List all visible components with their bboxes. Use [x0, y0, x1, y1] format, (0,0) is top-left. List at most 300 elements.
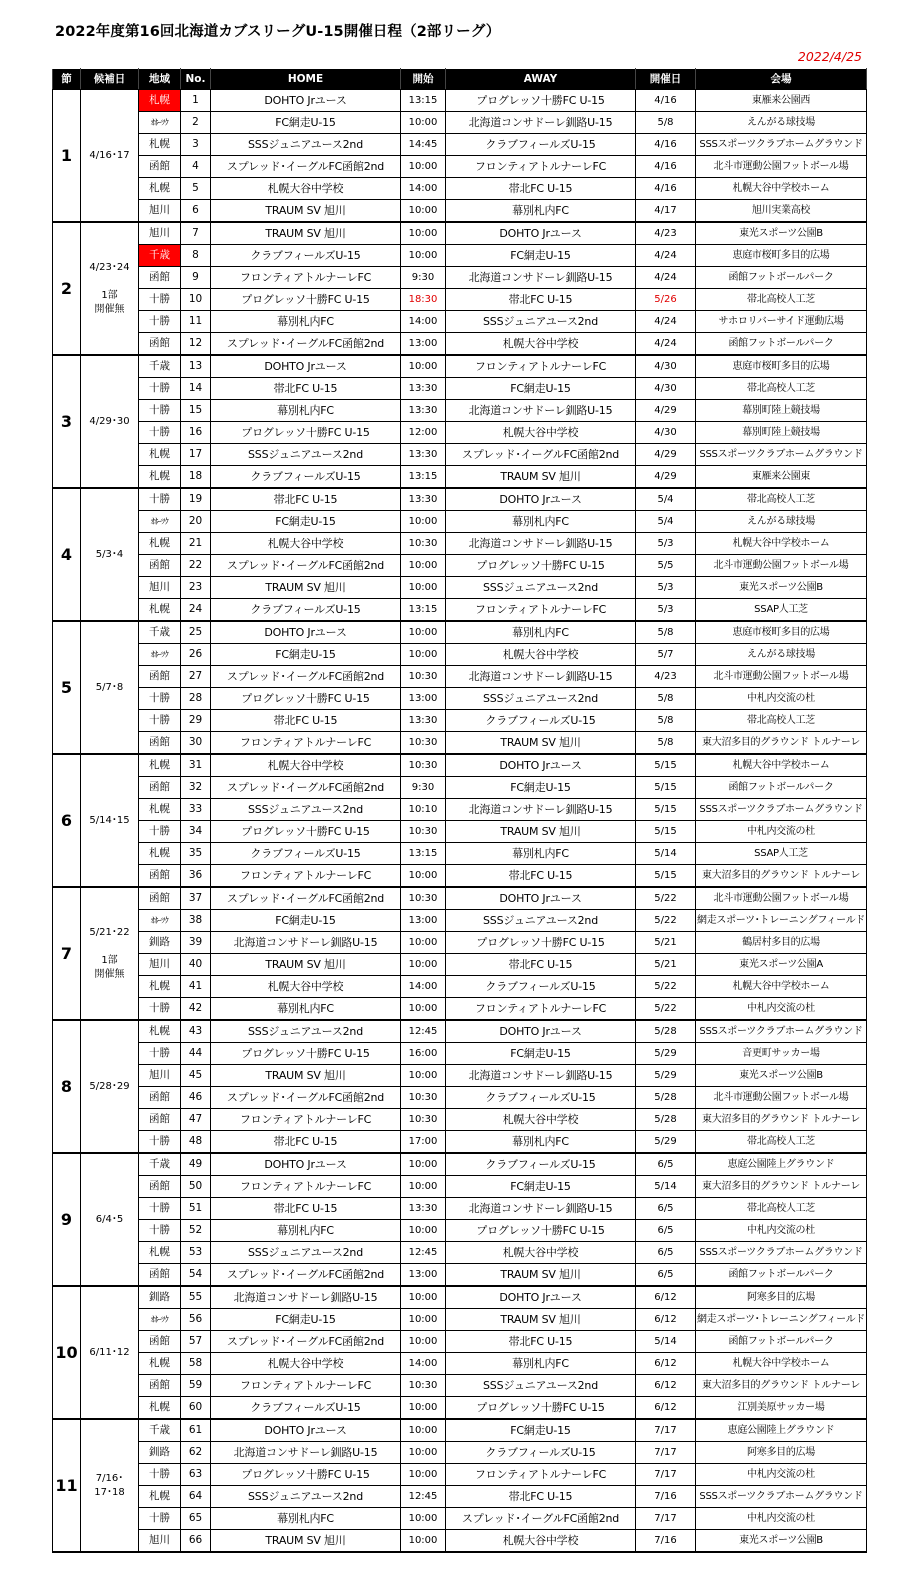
- match-number: 20: [181, 511, 211, 533]
- match-row: [53, 910, 867, 932]
- kickoff-time: 17:00: [401, 1131, 446, 1154]
- venue: 幕別町陸上競技場: [696, 400, 867, 422]
- region-cell: 函館: [139, 777, 181, 799]
- kickoff-time: 10:30: [401, 887, 446, 910]
- away-team: SSSジュニアユース2nd: [446, 577, 636, 599]
- home-team: 札幌大谷中学校: [211, 178, 401, 200]
- match-date: 6/5: [636, 1264, 696, 1287]
- match-date: 5/7: [636, 644, 696, 666]
- region-cell: 札幌: [139, 799, 181, 821]
- away-team: フロンティアトルナーレFC: [446, 156, 636, 178]
- region-cell: 十勝: [139, 1198, 181, 1220]
- match-number: 26: [181, 644, 211, 666]
- match-date: 5/4: [636, 511, 696, 533]
- match-date: 6/12: [636, 1375, 696, 1397]
- venue: SSSスポーツクラブホームグラウンド: [696, 134, 867, 156]
- match-row: [53, 1153, 867, 1176]
- header-home: HOME: [211, 69, 401, 90]
- home-team: SSSジュニアユース2nd: [211, 1486, 401, 1508]
- home-team: フロンティアトルナーレFC: [211, 1375, 401, 1397]
- match-number: 49: [181, 1153, 211, 1176]
- away-team: 幕別札内FC: [446, 843, 636, 865]
- venue: SSSスポーツクラブホームグラウンド: [696, 444, 867, 466]
- match-number: 58: [181, 1353, 211, 1375]
- match-row: [53, 1486, 867, 1508]
- kickoff-time: 10:00: [401, 954, 446, 976]
- region-cell: 十勝: [139, 821, 181, 843]
- venue: 中札内交流の杜: [696, 1220, 867, 1242]
- match-date: 7/17: [636, 1442, 696, 1464]
- round-number: 5: [53, 621, 81, 754]
- away-team: フロンティアトルナーレFC: [446, 998, 636, 1021]
- home-team: プログレッソ十勝FC U-15: [211, 422, 401, 444]
- home-team: スプレッド･イーグルFC函館2nd: [211, 333, 401, 356]
- match-row: [53, 887, 867, 910]
- match-date: 7/17: [636, 1419, 696, 1442]
- region-cell: 函館: [139, 1087, 181, 1109]
- region-cell: 旭川: [139, 954, 181, 976]
- home-team: 帯北FC U-15: [211, 710, 401, 732]
- away-team: 札幌大谷中学校: [446, 333, 636, 356]
- match-row: [53, 688, 867, 710]
- away-team: DOHTO Jrユース: [446, 488, 636, 511]
- venue: 札幌大谷中学校ホーム: [696, 533, 867, 555]
- match-number: 29: [181, 710, 211, 732]
- home-team: クラブフィールズU-15: [211, 245, 401, 267]
- kickoff-time: 13:00: [401, 688, 446, 710]
- region-cell: 函館: [139, 887, 181, 910]
- match-date: 5/14: [636, 843, 696, 865]
- match-date: 5/15: [636, 821, 696, 843]
- match-number: 5: [181, 178, 211, 200]
- home-team: 北海道コンサドーレ釧路U-15: [211, 932, 401, 954]
- venue: 東雁来公園西: [696, 90, 867, 112]
- away-team: TRAUM SV 旭川: [446, 466, 636, 489]
- away-team: TRAUM SV 旭川: [446, 732, 636, 755]
- match-row: [53, 400, 867, 422]
- venue: 東大沼多目的グラウンド トルナーレ: [696, 732, 867, 755]
- match-row: [53, 1198, 867, 1220]
- match-date: 4/24: [636, 333, 696, 356]
- match-number: 28: [181, 688, 211, 710]
- match-row: [53, 932, 867, 954]
- match-number: 44: [181, 1043, 211, 1065]
- candidate-dates: 5/21･22 1部 開催無: [81, 887, 139, 1020]
- away-team: クラブフィールズU-15: [446, 1153, 636, 1176]
- home-team: 札幌大谷中学校: [211, 754, 401, 777]
- match-number: 42: [181, 998, 211, 1021]
- match-date: 4/30: [636, 422, 696, 444]
- match-row: [53, 422, 867, 444]
- home-team: TRAUM SV 旭川: [211, 577, 401, 599]
- match-number: 3: [181, 134, 211, 156]
- home-team: フロンティアトルナーレFC: [211, 267, 401, 289]
- round-number: 6: [53, 754, 81, 887]
- away-team: 北海道コンサドーレ釧路U-15: [446, 666, 636, 688]
- match-row: [53, 555, 867, 577]
- match-date: 6/5: [636, 1220, 696, 1242]
- region-cell: 十勝: [139, 311, 181, 333]
- away-team: 札幌大谷中学校: [446, 1530, 636, 1553]
- match-number: 17: [181, 444, 211, 466]
- kickoff-time: 10:00: [401, 156, 446, 178]
- home-team: DOHTO Jrユース: [211, 621, 401, 644]
- match-date: 4/24: [636, 245, 696, 267]
- header-kouho: 候補日: [81, 69, 139, 90]
- kickoff-time: 10:30: [401, 821, 446, 843]
- region-cell: 札幌: [139, 178, 181, 200]
- match-row: [53, 954, 867, 976]
- match-row: [53, 289, 867, 311]
- match-number: 36: [181, 865, 211, 888]
- match-row: [53, 267, 867, 289]
- home-team: 帯北FC U-15: [211, 378, 401, 400]
- match-number: 10: [181, 289, 211, 311]
- match-number: 40: [181, 954, 211, 976]
- match-row: [53, 222, 867, 245]
- match-number: 16: [181, 422, 211, 444]
- candidate-dates: 5/3･4: [81, 488, 139, 621]
- home-team: DOHTO Jrユース: [211, 1419, 401, 1442]
- match-date: 5/29: [636, 1065, 696, 1087]
- home-team: 札幌大谷中学校: [211, 533, 401, 555]
- home-team: SSSジュニアユース2nd: [211, 799, 401, 821]
- region-cell: 十勝: [139, 998, 181, 1021]
- kickoff-time: 10:00: [401, 355, 446, 378]
- away-team: 北海道コンサドーレ釧路U-15: [446, 533, 636, 555]
- venue: 東光スポーツ公園B: [696, 1530, 867, 1553]
- kickoff-time: 10:00: [401, 1442, 446, 1464]
- away-team: 帯北FC U-15: [446, 865, 636, 888]
- venue: 中札内交流の杜: [696, 688, 867, 710]
- match-date: 5/14: [636, 1331, 696, 1353]
- home-team: FC網走U-15: [211, 112, 401, 134]
- match-row: [53, 1442, 867, 1464]
- round-number: 10: [53, 1286, 81, 1419]
- region-cell: 旭川: [139, 200, 181, 223]
- home-team: 札幌大谷中学校: [211, 1353, 401, 1375]
- venue: えんがる球技場: [696, 511, 867, 533]
- home-team: プログレッソ十勝FC U-15: [211, 289, 401, 311]
- match-number: 53: [181, 1242, 211, 1264]
- home-team: フロンティアトルナーレFC: [211, 865, 401, 888]
- away-team: フロンティアトルナーレFC: [446, 1464, 636, 1486]
- match-row: [53, 1176, 867, 1198]
- region-cell: ｵﾎｰﾂｸ: [139, 1309, 181, 1331]
- home-team: プログレッソ十勝FC U-15: [211, 688, 401, 710]
- away-team: プログレッソ十勝FC U-15: [446, 90, 636, 112]
- away-team: TRAUM SV 旭川: [446, 1309, 636, 1331]
- venue: 東光スポーツ公園B: [696, 222, 867, 245]
- match-date: 6/12: [636, 1397, 696, 1420]
- venue: えんがる球技場: [696, 112, 867, 134]
- match-date: 5/3: [636, 533, 696, 555]
- match-number: 38: [181, 910, 211, 932]
- venue: 旭川実業高校: [696, 200, 867, 223]
- region-cell: 十勝: [139, 1131, 181, 1154]
- match-row: [53, 976, 867, 998]
- region-cell: 釧路: [139, 932, 181, 954]
- schedule-table: [52, 68, 867, 1553]
- home-team: SSSジュニアユース2nd: [211, 1242, 401, 1264]
- round-number: 7: [53, 887, 81, 1020]
- region-cell: 函館: [139, 1375, 181, 1397]
- region-cell: 札幌: [139, 134, 181, 156]
- venue: 函館フットボールパーク: [696, 1264, 867, 1287]
- region-cell: 札幌: [139, 1486, 181, 1508]
- home-team: 幕別札内FC: [211, 311, 401, 333]
- region-cell: 十勝: [139, 400, 181, 422]
- kickoff-time: 13:30: [401, 400, 446, 422]
- match-number: 7: [181, 222, 211, 245]
- region-cell: 十勝: [139, 688, 181, 710]
- match-date: 5/15: [636, 777, 696, 799]
- away-team: DOHTO Jrユース: [446, 1020, 636, 1043]
- page-title: 2022年度第16回北海道カブスリーグU-15開催日程（2部リーグ）: [55, 24, 501, 40]
- home-team: スプレッド･イーグルFC函館2nd: [211, 1331, 401, 1353]
- venue: 恵庭市桜町多目的広場: [696, 355, 867, 378]
- venue: 網走スポーツ･トレーニングフィールド: [696, 910, 867, 932]
- venue: 帯北高校人工芝: [696, 289, 867, 311]
- match-number: 54: [181, 1264, 211, 1287]
- match-number: 39: [181, 932, 211, 954]
- match-date: 4/23: [636, 666, 696, 688]
- match-number: 59: [181, 1375, 211, 1397]
- match-row: [53, 488, 867, 511]
- kickoff-time: 13:15: [401, 466, 446, 489]
- venue: 中札内交流の杜: [696, 998, 867, 1021]
- kickoff-time: 10:00: [401, 112, 446, 134]
- venue: 帯北高校人工芝: [696, 488, 867, 511]
- match-number: 62: [181, 1442, 211, 1464]
- kickoff-time: 10:00: [401, 1530, 446, 1553]
- kickoff-time: 10:30: [401, 1109, 446, 1131]
- match-date: 5/3: [636, 577, 696, 599]
- venue: 中札内交流の杜: [696, 1464, 867, 1486]
- venue: 恵庭市桜町多目的広場: [696, 245, 867, 267]
- match-date: 6/5: [636, 1198, 696, 1220]
- match-number: 35: [181, 843, 211, 865]
- away-team: 北海道コンサドーレ釧路U-15: [446, 1198, 636, 1220]
- region-cell: 札幌: [139, 976, 181, 998]
- kickoff-time: 10:10: [401, 799, 446, 821]
- home-team: DOHTO Jrユース: [211, 90, 401, 112]
- kickoff-time: 13:30: [401, 1198, 446, 1220]
- away-team: SSSジュニアユース2nd: [446, 1375, 636, 1397]
- match-date: 5/8: [636, 621, 696, 644]
- kickoff-time: 13:00: [401, 910, 446, 932]
- match-date: 4/30: [636, 378, 696, 400]
- home-team: プログレッソ十勝FC U-15: [211, 1464, 401, 1486]
- region-cell: 函館: [139, 1331, 181, 1353]
- match-date: 4/16: [636, 156, 696, 178]
- match-row: [53, 754, 867, 777]
- match-row: [53, 1309, 867, 1331]
- region-cell: 札幌: [139, 533, 181, 555]
- kickoff-time: 14:00: [401, 976, 446, 998]
- venue: 中札内交流の杜: [696, 1508, 867, 1530]
- venue: 北斗市運動公園フットボール場: [696, 887, 867, 910]
- home-team: 幕別札内FC: [211, 1220, 401, 1242]
- match-number: 24: [181, 599, 211, 622]
- match-date: 5/8: [636, 688, 696, 710]
- match-date: 5/28: [636, 1020, 696, 1043]
- match-number: 41: [181, 976, 211, 998]
- away-team: DOHTO Jrユース: [446, 222, 636, 245]
- match-number: 66: [181, 1530, 211, 1553]
- away-team: 札幌大谷中学校: [446, 644, 636, 666]
- region-cell: 函館: [139, 1176, 181, 1198]
- kickoff-time: 10:00: [401, 200, 446, 223]
- away-team: クラブフィールズU-15: [446, 1442, 636, 1464]
- away-team: 幕別札内FC: [446, 200, 636, 223]
- away-team: プログレッソ十勝FC U-15: [446, 1397, 636, 1420]
- venue: 東大沼多目的グラウンド トルナーレ: [696, 1375, 867, 1397]
- candidate-dates: 7/16･ 17･18: [81, 1419, 139, 1552]
- region-cell: 旭川: [139, 577, 181, 599]
- region-cell: 函館: [139, 555, 181, 577]
- match-date: 5/29: [636, 1043, 696, 1065]
- away-team: 札幌大谷中学校: [446, 1109, 636, 1131]
- home-team: 北海道コンサドーレ釧路U-15: [211, 1286, 401, 1309]
- match-number: 25: [181, 621, 211, 644]
- away-team: プログレッソ十勝FC U-15: [446, 1220, 636, 1242]
- kickoff-time: 14:00: [401, 311, 446, 333]
- venue: 札幌大谷中学校ホーム: [696, 754, 867, 777]
- kickoff-time: 13:00: [401, 333, 446, 356]
- region-cell: 函館: [139, 156, 181, 178]
- venue: 北斗市運動公園フットボール場: [696, 1087, 867, 1109]
- match-row: [53, 156, 867, 178]
- match-number: 22: [181, 555, 211, 577]
- venue: 東大沼多目的グラウンド トルナーレ: [696, 1176, 867, 1198]
- kickoff-time: 10:30: [401, 732, 446, 755]
- venue: 鶴居村多目的広場: [696, 932, 867, 954]
- match-number: 11: [181, 311, 211, 333]
- updated-date: 2022/4/25: [797, 49, 862, 64]
- kickoff-time: 18:30: [401, 289, 446, 311]
- away-team: フロンティアトルナーレFC: [446, 355, 636, 378]
- match-date: 7/17: [636, 1508, 696, 1530]
- match-row: [53, 311, 867, 333]
- match-number: 46: [181, 1087, 211, 1109]
- home-team: FC網走U-15: [211, 1309, 401, 1331]
- match-date: 4/16: [636, 178, 696, 200]
- match-date: 6/5: [636, 1153, 696, 1176]
- kickoff-time: 9:30: [401, 777, 446, 799]
- region-cell: 旭川: [139, 222, 181, 245]
- away-team: 北海道コンサドーレ釧路U-15: [446, 267, 636, 289]
- match-date: 5/8: [636, 710, 696, 732]
- round-number: 3: [53, 355, 81, 488]
- match-number: 2: [181, 112, 211, 134]
- match-date: 4/24: [636, 267, 696, 289]
- away-team: DOHTO Jrユース: [446, 1286, 636, 1309]
- venue: 東光スポーツ公園B: [696, 577, 867, 599]
- match-number: 13: [181, 355, 211, 378]
- match-number: 15: [181, 400, 211, 422]
- match-number: 6: [181, 200, 211, 223]
- match-number: 4: [181, 156, 211, 178]
- venue: SSSスポーツクラブホームグラウンド: [696, 1020, 867, 1043]
- match-date: 5/8: [636, 112, 696, 134]
- home-team: クラブフィールズU-15: [211, 466, 401, 489]
- match-number: 61: [181, 1419, 211, 1442]
- region-cell: 十勝: [139, 1508, 181, 1530]
- kickoff-time: 10:00: [401, 1220, 446, 1242]
- match-number: 30: [181, 732, 211, 755]
- kickoff-time: 10:00: [401, 1065, 446, 1087]
- venue: 中札内交流の杜: [696, 821, 867, 843]
- away-team: 幕別札内FC: [446, 511, 636, 533]
- away-team: 北海道コンサドーレ釧路U-15: [446, 799, 636, 821]
- away-team: 札幌大谷中学校: [446, 422, 636, 444]
- region-cell: 十勝: [139, 1464, 181, 1486]
- header-row: [53, 69, 867, 90]
- region-cell: 函館: [139, 333, 181, 356]
- match-date: 5/22: [636, 976, 696, 998]
- match-date: 5/8: [636, 732, 696, 755]
- home-team: 帯北FC U-15: [211, 488, 401, 511]
- venue: SSSスポーツクラブホームグラウンド: [696, 1486, 867, 1508]
- kickoff-time: 10:00: [401, 1331, 446, 1353]
- venue: 恵庭市桜町多目的広場: [696, 621, 867, 644]
- region-cell: 千歳: [139, 1153, 181, 1176]
- venue: 函館フットボールパーク: [696, 777, 867, 799]
- venue: サホロリバーサイド運動広場: [696, 311, 867, 333]
- home-team: FC網走U-15: [211, 511, 401, 533]
- home-team: 帯北FC U-15: [211, 1131, 401, 1154]
- venue: 函館フットボールパーク: [696, 267, 867, 289]
- venue: 阿寒多目的広場: [696, 1286, 867, 1309]
- kickoff-time: 10:00: [401, 1309, 446, 1331]
- venue: 函館フットボールパーク: [696, 1331, 867, 1353]
- round-number: 4: [53, 488, 81, 621]
- away-team: 北海道コンサドーレ釧路U-15: [446, 400, 636, 422]
- kickoff-time: 10:00: [401, 1176, 446, 1198]
- region-cell: 札幌: [139, 466, 181, 489]
- kickoff-time: 13:30: [401, 488, 446, 511]
- venue: えんがる球技場: [696, 644, 867, 666]
- kickoff-time: 10:30: [401, 1087, 446, 1109]
- match-row: [53, 134, 867, 156]
- home-team: スプレッド･イーグルFC函館2nd: [211, 887, 401, 910]
- kickoff-time: 10:00: [401, 998, 446, 1021]
- match-date: 4/30: [636, 355, 696, 378]
- away-team: クラブフィールズU-15: [446, 710, 636, 732]
- venue: SSSスポーツクラブホームグラウンド: [696, 1242, 867, 1264]
- home-team: TRAUM SV 旭川: [211, 1065, 401, 1087]
- match-row: [53, 1087, 867, 1109]
- home-team: DOHTO Jrユース: [211, 1153, 401, 1176]
- header-region: 地域: [139, 69, 181, 90]
- header-date: 開催日: [636, 69, 696, 90]
- match-row: [53, 1331, 867, 1353]
- region-cell: 札幌: [139, 1397, 181, 1420]
- kickoff-time: 10:00: [401, 1286, 446, 1309]
- home-team: 帯北FC U-15: [211, 1198, 401, 1220]
- match-row: [53, 710, 867, 732]
- match-date: 4/16: [636, 134, 696, 156]
- away-team: スプレッド･イーグルFC函館2nd: [446, 444, 636, 466]
- venue: 帯北高校人工芝: [696, 1198, 867, 1220]
- match-number: 33: [181, 799, 211, 821]
- kickoff-time: 10:30: [401, 754, 446, 777]
- match-number: 19: [181, 488, 211, 511]
- kickoff-time: 12:45: [401, 1020, 446, 1043]
- kickoff-time: 10:00: [401, 621, 446, 644]
- region-cell: 札幌: [139, 754, 181, 777]
